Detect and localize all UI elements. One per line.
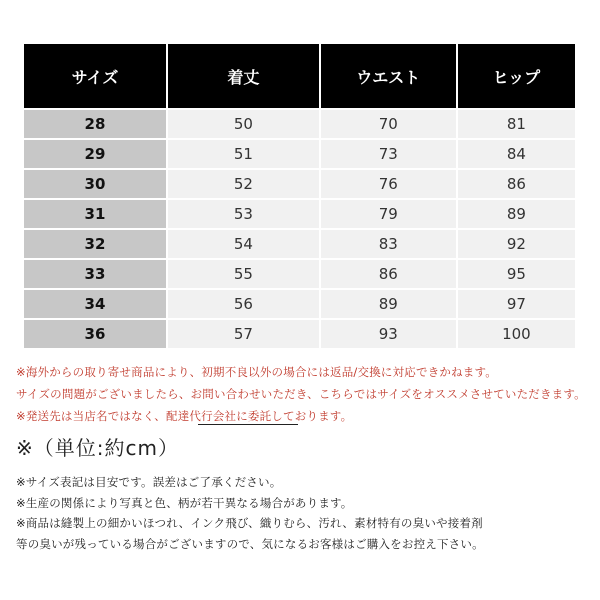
table-row [24, 140, 575, 168]
hip-cell: 92 [458, 230, 575, 258]
header-hip: ヒップ [458, 44, 575, 108]
notice-line: ※海外からの取り寄せ商品により、初期不良以外の場合には返品/交換に対応できかねます。 [16, 365, 497, 379]
length-cell: 53 [168, 200, 319, 228]
table-row [24, 110, 575, 138]
waist-cell: 73 [321, 140, 456, 168]
length-cell: 56 [168, 290, 319, 318]
table-header-row [24, 44, 575, 108]
length-cell: 52 [168, 170, 319, 198]
notice-line: ※発送先は当店名ではなく、配達代行会社に委託しております。 [16, 409, 353, 423]
footnotes [16, 472, 591, 554]
shipping-notice [16, 361, 586, 427]
size-cell: 33 [24, 260, 166, 288]
table-row [24, 260, 575, 288]
size-cell: 29 [24, 140, 166, 168]
waist-cell: 70 [321, 110, 456, 138]
size-cell: 36 [24, 320, 166, 348]
size-cell: 30 [24, 170, 166, 198]
hip-cell: 97 [458, 290, 575, 318]
hip-cell: 95 [458, 260, 575, 288]
waist-cell: 86 [321, 260, 456, 288]
size-cell: 31 [24, 200, 166, 228]
table-row [24, 290, 575, 318]
length-cell: 51 [168, 140, 319, 168]
waist-cell: 79 [321, 200, 456, 228]
footnote-line: ※商品は縫製上の細かいほつれ、インク飛び、織りむら、汚れ、素材特有の臭いや接着剤 [16, 516, 483, 530]
waist-cell: 76 [321, 170, 456, 198]
table-row [24, 170, 575, 198]
header-waist: ウエスト [321, 44, 456, 108]
length-cell: 50 [168, 110, 319, 138]
size-cell: 32 [24, 230, 166, 258]
table-row [24, 200, 575, 228]
hip-cell: 89 [458, 200, 575, 228]
notice-line: サイズの問題がございましたら、お問い合わせいただき、こちらではサイズをオススメさせていただきます。 [16, 387, 586, 401]
size-chart-table [22, 42, 577, 350]
header-size: サイズ [24, 44, 166, 108]
table-row [24, 230, 575, 258]
size-cell: 28 [24, 110, 166, 138]
divider [198, 424, 298, 425]
hip-cell: 81 [458, 110, 575, 138]
waist-cell: 83 [321, 230, 456, 258]
length-cell: 55 [168, 260, 319, 288]
waist-cell: 89 [321, 290, 456, 318]
unit-title: ※（単位:約cm） [16, 436, 179, 460]
hip-cell: 84 [458, 140, 575, 168]
header-length: 着丈 [168, 44, 319, 108]
table-row [24, 320, 575, 348]
footnote-line: ※生産の関係により写真と色、柄が若干異なる場合があります。 [16, 495, 353, 510]
footnote-line: ※サイズ表記は目安です。誤差はご了承ください。 [16, 475, 282, 489]
length-cell: 54 [168, 230, 319, 258]
size-cell: 34 [24, 290, 166, 318]
hip-cell: 100 [458, 320, 575, 348]
hip-cell: 86 [458, 170, 575, 198]
footnote-line: 等の臭いが残っている場合がございますので、気になるお客様はご購入をお控え下さい。 [16, 536, 484, 551]
length-cell: 57 [168, 320, 319, 348]
waist-cell: 93 [321, 320, 456, 348]
